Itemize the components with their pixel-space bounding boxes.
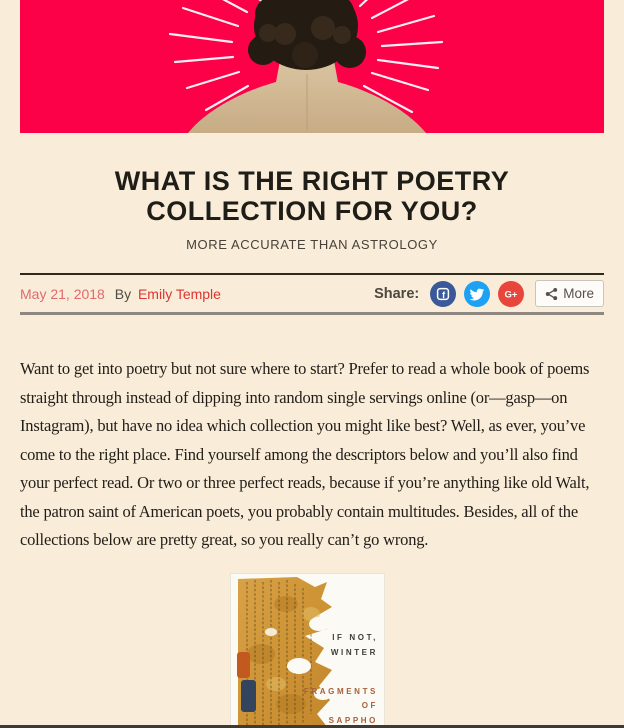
author-link[interactable]: Emily Temple xyxy=(137,285,221,302)
article-date: May 21, 2018 xyxy=(20,285,105,302)
share-label: Share: xyxy=(374,285,420,302)
svg-text:G+: G+ xyxy=(504,289,518,301)
article-paragraph: Want to get into poetry but not sure where to start? Prefer to read a whole book of poems straight through instead of dipping into random single servings online (or—gasp—on Instagram), but have no idea which collection you might like best? Well, as ever, you’ve come to the right place. Find yourself among the descriptors below and you’ll also find your perfect read. Or two or three perfect reads, because if you’re anything like old Walt, the patron saint of American poets, you probably contain multitudes. Besides, all of the collections below are pretty great, so you really can’t go wrong. xyxy=(20,359,590,549)
share-alt-icon xyxy=(545,287,558,301)
facebook-icon xyxy=(430,281,456,307)
page-title-line1: WHAT IS THE RIGHT POETRY xyxy=(114,166,510,196)
book-subtitle xyxy=(304,685,378,728)
byline xyxy=(20,286,221,302)
papyrus-orange-figure xyxy=(237,652,250,678)
twitter-share-button[interactable] xyxy=(464,281,490,307)
google-plus-share-button[interactable] xyxy=(498,281,524,307)
page-title xyxy=(0,166,624,226)
facebook-share-button[interactable] xyxy=(430,281,456,307)
book-title-line2: WINTER xyxy=(330,647,378,657)
google-plus-icon xyxy=(498,281,524,307)
papyrus-blue-figure xyxy=(241,680,256,712)
more-label: More xyxy=(563,286,594,301)
divider-bottom xyxy=(20,312,604,315)
svg-text:f: f xyxy=(442,289,446,301)
sunburst-woman-illustration xyxy=(20,0,604,133)
byline-row xyxy=(20,275,604,312)
book-title xyxy=(331,630,378,660)
book-subtitle-line2: OF xyxy=(361,701,378,710)
book-title-line1: IF NOT, xyxy=(332,632,378,642)
page-title-line2: COLLECTION FOR YOU? xyxy=(146,196,478,226)
by-label: By xyxy=(114,285,132,302)
book-cover-sappho[interactable] xyxy=(230,573,385,728)
hero-banner-image xyxy=(20,0,604,133)
book-subtitle-line1: FRAGMENTS xyxy=(303,686,378,696)
more-share-button[interactable] xyxy=(535,280,604,307)
page-subtitle: MORE ACCURATE THAN ASTROLOGY xyxy=(186,237,438,252)
twitter-icon xyxy=(464,281,490,307)
book-subtitle-line3: SAPPHO xyxy=(328,715,378,725)
share-bar xyxy=(374,280,604,307)
